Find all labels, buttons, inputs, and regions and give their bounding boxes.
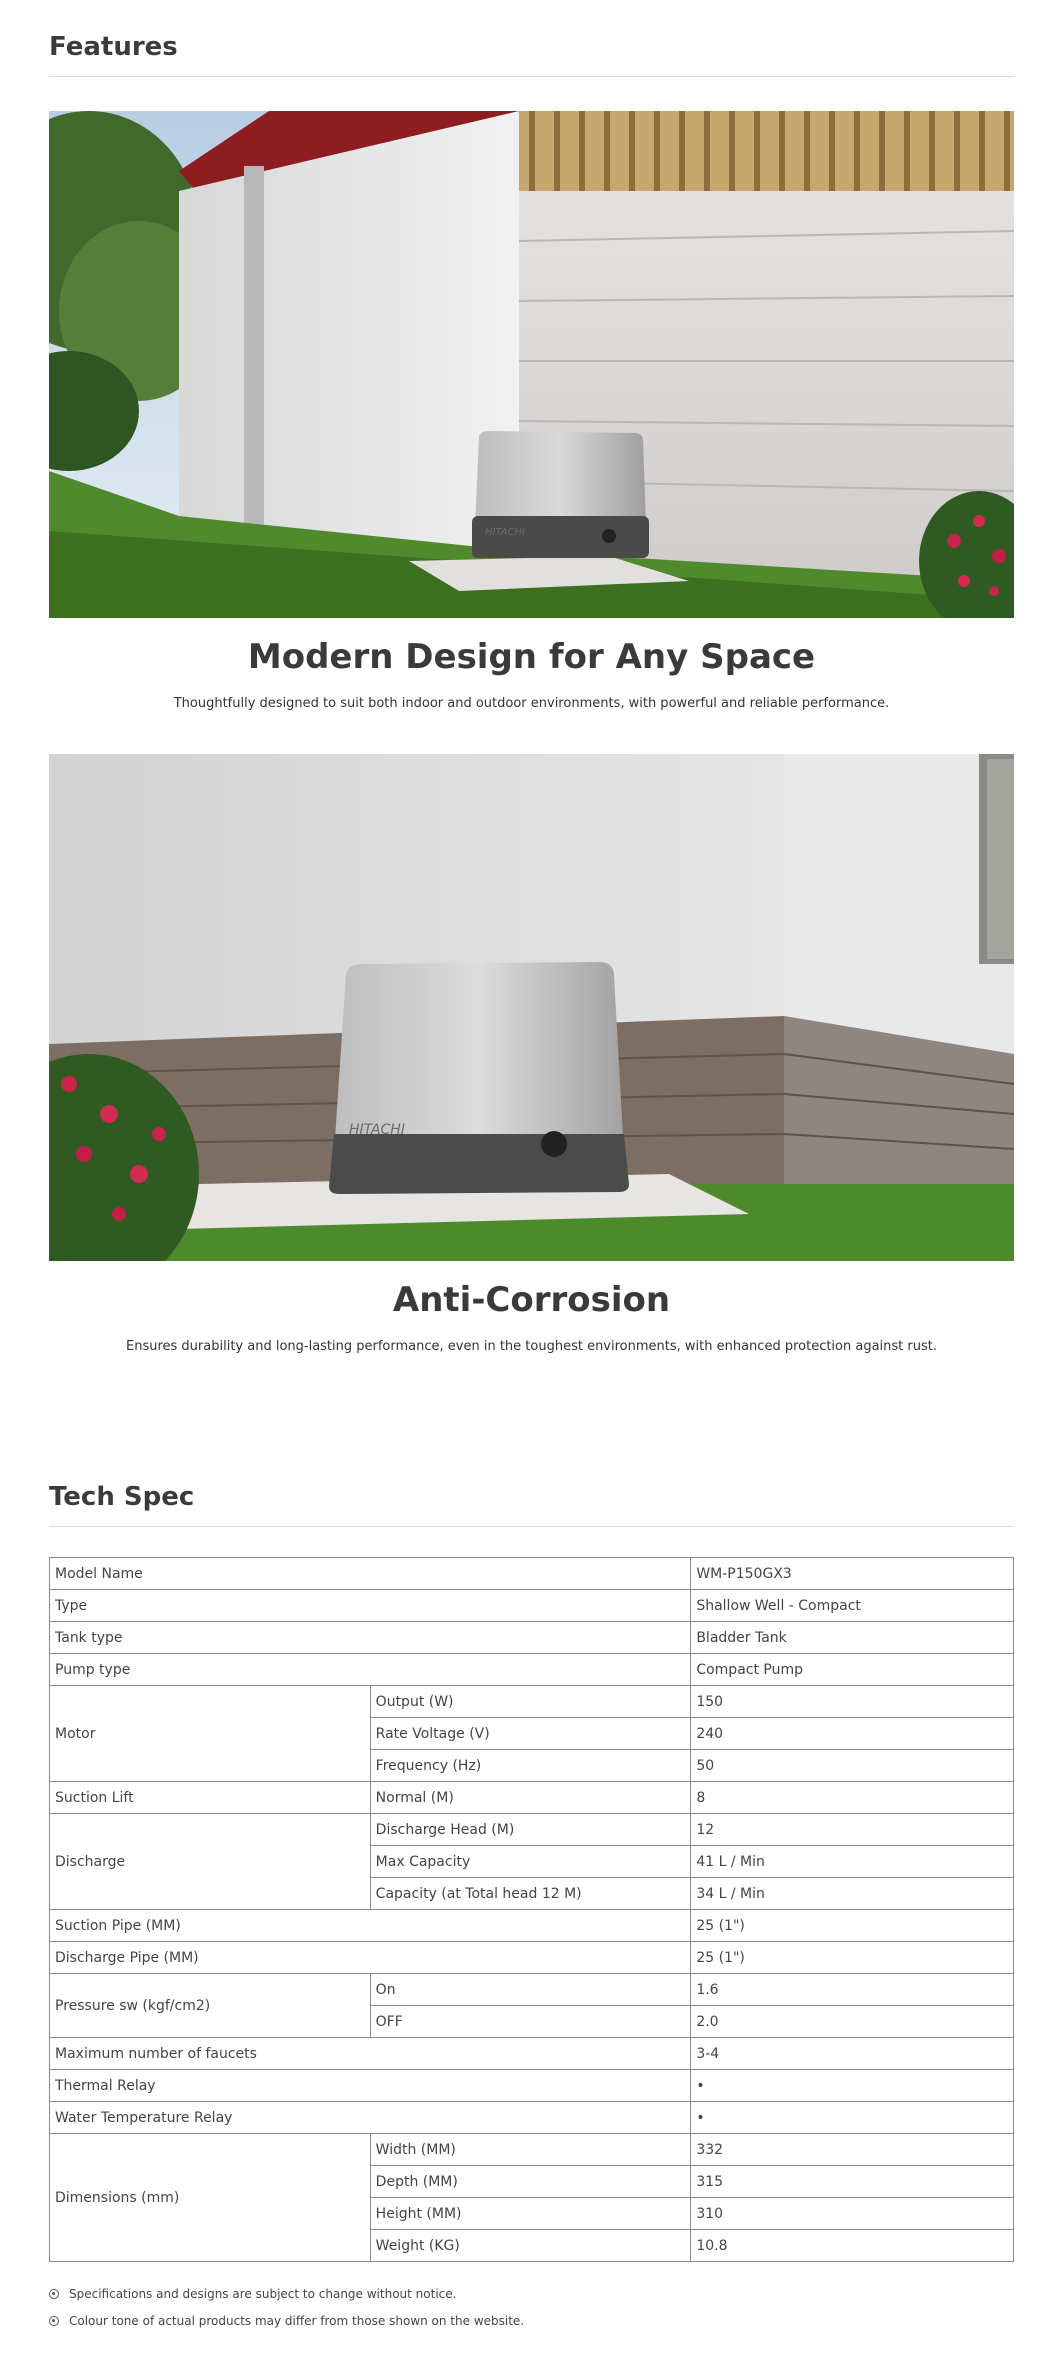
table-row bbox=[50, 2102, 1014, 2134]
feature-description-anti-corrosion: Ensures durability and long-lasting performance, even in the toughest environments, with enhanced protection against rust. bbox=[126, 1339, 937, 1354]
table-row bbox=[50, 1622, 1014, 1654]
spec-value-tank-type: Bladder Tank bbox=[691, 1622, 1014, 1654]
spec-value-weight: 10.8 bbox=[691, 2230, 1014, 2262]
spec-label-suction-pipe: Suction Pipe (MM) bbox=[50, 1910, 691, 1942]
features-heading: Features bbox=[49, 32, 1014, 77]
tech-spec-table bbox=[49, 1557, 1014, 2262]
spec-value-suction-pipe: 25 (1") bbox=[691, 1910, 1014, 1942]
spec-value-output: 150 bbox=[691, 1686, 1014, 1718]
feature-description-modern-design: Thoughtfully designed to suit both indoor and outdoor environments, with powerful and reliable performance. bbox=[173, 696, 890, 711]
spec-notes bbox=[49, 2280, 1014, 2334]
spec-label-model-name: Model Name bbox=[50, 1558, 691, 1590]
spec-sublabel-height: Height (MM) bbox=[370, 2198, 691, 2230]
feature-image-anti-corrosion bbox=[49, 754, 1014, 1261]
spec-value-suction-lift: 8 bbox=[691, 1782, 1014, 1814]
spec-value-pump-type: Compact Pump bbox=[691, 1654, 1014, 1686]
table-row bbox=[50, 1974, 1014, 2006]
spec-label-type: Type bbox=[50, 1590, 691, 1622]
spec-sublabel-output: Output (W) bbox=[370, 1686, 691, 1718]
tech-spec-heading: Tech Spec bbox=[49, 1482, 1014, 1527]
spec-value-max-capacity: 41 L / Min bbox=[691, 1846, 1014, 1878]
feature-title-anti-corrosion: Anti-Corrosion bbox=[392, 1280, 671, 1320]
table-row bbox=[50, 2134, 1014, 2166]
spec-value-water-temp-relay: • bbox=[691, 2102, 1014, 2134]
spec-label-suction-lift: Suction Lift bbox=[50, 1782, 371, 1814]
spec-sublabel-suction-lift: Normal (M) bbox=[370, 1782, 691, 1814]
table-row bbox=[50, 1590, 1014, 1622]
spec-label-tank-type: Tank type bbox=[50, 1622, 691, 1654]
spec-label-faucets: Maximum number of faucets bbox=[50, 2038, 691, 2070]
table-row bbox=[50, 1910, 1014, 1942]
spec-value-voltage: 240 bbox=[691, 1718, 1014, 1750]
info-circle-icon bbox=[49, 2316, 59, 2326]
spec-value-faucets: 3-4 bbox=[691, 2038, 1014, 2070]
pump-brand-label: HITACHI bbox=[349, 1122, 405, 1138]
spec-label-dimensions: Dimensions (mm) bbox=[50, 2134, 371, 2262]
pump-brand-label: HITACHI bbox=[485, 527, 525, 538]
spec-label-pump-type: Pump type bbox=[50, 1654, 691, 1686]
table-row bbox=[50, 1686, 1014, 1718]
spec-sublabel-pressure-on: On bbox=[370, 1974, 691, 2006]
note-item bbox=[49, 2280, 1014, 2307]
spec-sublabel-discharge-head: Discharge Head (M) bbox=[370, 1814, 691, 1846]
spec-sublabel-weight: Weight (KG) bbox=[370, 2230, 691, 2262]
spec-label-water-temp-relay: Water Temperature Relay bbox=[50, 2102, 691, 2134]
table-row bbox=[50, 1942, 1014, 1974]
info-circle-icon bbox=[49, 2289, 59, 2299]
note-text: Specifications and designs are subject to change without notice. bbox=[69, 2286, 457, 2301]
spec-value-depth: 315 bbox=[691, 2166, 1014, 2198]
feature-title-modern-design: Modern Design for Any Space bbox=[247, 637, 816, 677]
table-row bbox=[50, 2070, 1014, 2102]
spec-sublabel-pressure-off: OFF bbox=[370, 2006, 691, 2038]
spec-value-frequency: 50 bbox=[691, 1750, 1014, 1782]
table-row bbox=[50, 1654, 1014, 1686]
spec-value-width: 332 bbox=[691, 2134, 1014, 2166]
spec-sublabel-frequency: Frequency (Hz) bbox=[370, 1750, 691, 1782]
spec-value-discharge-pipe: 25 (1") bbox=[691, 1942, 1014, 1974]
spec-sublabel-max-capacity: Max Capacity bbox=[370, 1846, 691, 1878]
spec-sublabel-width: Width (MM) bbox=[370, 2134, 691, 2166]
table-row bbox=[50, 2038, 1014, 2070]
spec-label-pressure-sw: Pressure sw (kgf/cm2) bbox=[50, 1974, 371, 2038]
spec-label-discharge-pipe: Discharge Pipe (MM) bbox=[50, 1942, 691, 1974]
spec-value-discharge-head: 12 bbox=[691, 1814, 1014, 1846]
note-item bbox=[49, 2307, 1014, 2334]
spec-value-height: 310 bbox=[691, 2198, 1014, 2230]
spec-value-type: Shallow Well - Compact bbox=[691, 1590, 1014, 1622]
spec-sublabel-voltage: Rate Voltage (V) bbox=[370, 1718, 691, 1750]
table-row bbox=[50, 1558, 1014, 1590]
spec-label-motor: Motor bbox=[50, 1686, 371, 1782]
spec-value-pressure-off: 2.0 bbox=[691, 2006, 1014, 2038]
spec-label-discharge: Discharge bbox=[50, 1814, 371, 1910]
spec-sublabel-depth: Depth (MM) bbox=[370, 2166, 691, 2198]
table-row bbox=[50, 1814, 1014, 1846]
spec-value-pressure-on: 1.6 bbox=[691, 1974, 1014, 2006]
spec-value-capacity-total: 34 L / Min bbox=[691, 1878, 1014, 1910]
feature-image-modern-design bbox=[49, 111, 1014, 618]
note-text: Colour tone of actual products may differ from those shown on the website. bbox=[69, 2313, 525, 2328]
spec-sublabel-capacity-total: Capacity (at Total head 12 M) bbox=[370, 1878, 691, 1910]
spec-value-thermal-relay: • bbox=[691, 2070, 1014, 2102]
table-row bbox=[50, 1782, 1014, 1814]
spec-value-model-name: WM-P150GX3 bbox=[691, 1558, 1014, 1590]
spec-label-thermal-relay: Thermal Relay bbox=[50, 2070, 691, 2102]
